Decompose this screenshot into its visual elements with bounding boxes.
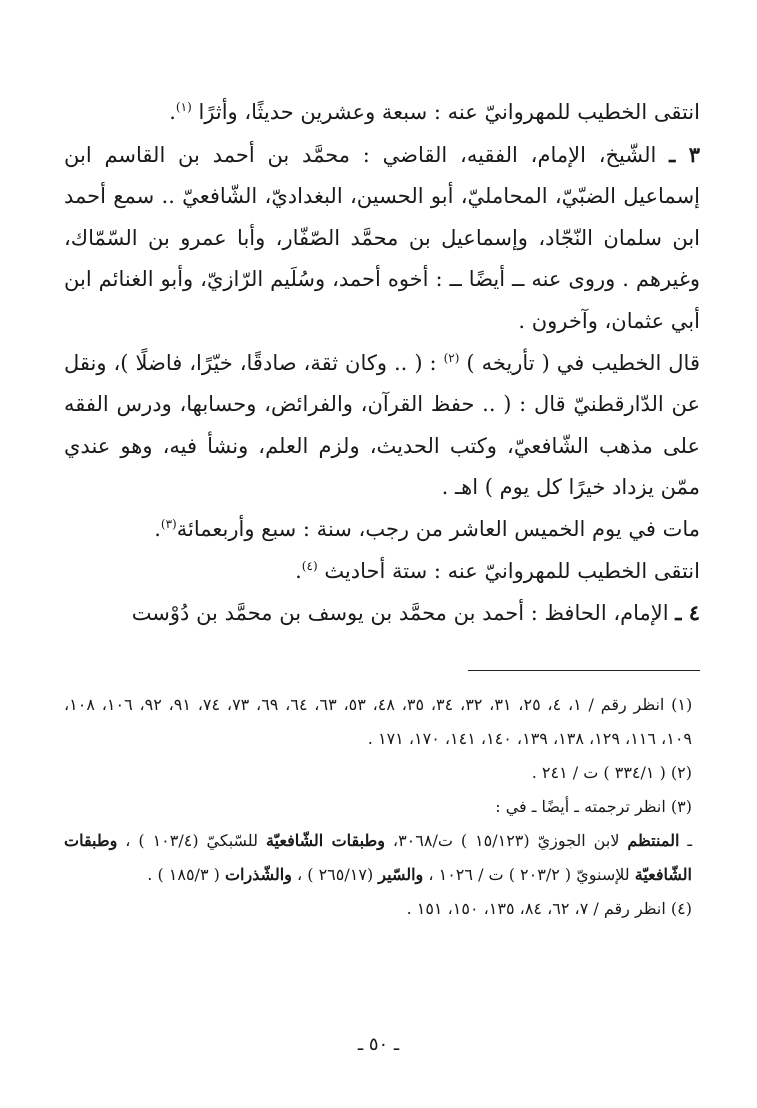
source-title-5: والشّذرات: [224, 865, 292, 884]
footnote-ref-4: (٤): [301, 558, 318, 573]
paragraph-1-text: انتقى الخطيب للمهروانيّ عنه : سبعة وعشرين حديثًا، وأثرًا: [198, 100, 700, 124]
footnote-ref-1: (١): [175, 100, 192, 114]
entry-3-text: الشّيخ، الإمام، الفقيه، القاضي : محمَّد بن أحمد بن القاسم ابن إسماعيل الضبّيّ، المحامليّ، أبو الحسين، البغداديّ، الشّافعيّ .. سمع أحمد ابن سلمان النّجّاد، وإسماعيل بن محمَّد الصّفّار، وأبا عمرو بن السّمّاك، وغيرهم . وروى عنه ــ أيضًا ــ : أخوه أحمد، وسُلَيم الرّازيّ، وأبو الغنائم ابن أبي عثمان، وآخرون .: [64, 142, 700, 333]
main-text: [64, 92, 700, 635]
footnote-ref-2: (٢): [443, 350, 460, 365]
source-title-2: وطبقات الشّافعيّة: [265, 831, 385, 850]
footnotes: [64, 688, 692, 926]
footnote-separator: [468, 670, 700, 671]
footnote-4: (٤) انظر رقم / ٧، ٦٢، ٨٤، ١٣٥، ١٥٠، ١٥١ .: [406, 899, 692, 918]
paragraph-4-text: مات في يوم الخميس العاشر من رجب، سنة : سبع وأربعمائة: [176, 516, 700, 541]
entry-3: [64, 134, 700, 343]
footnote-ref-3: (٣): [160, 516, 177, 531]
source-ref-4: (٢٦٥/١٧ ) ،: [297, 865, 374, 884]
footnote-3-dash: ـ: [687, 831, 693, 850]
paragraph-3-text-a: قال الخطيب في ( تأريخه ): [466, 350, 700, 375]
source-ref-5: ( ١٨٥/٣ ) .: [147, 865, 220, 884]
entry-4: [64, 592, 700, 635]
paragraph-5: [64, 551, 700, 593]
entry-4-text: الإمام، الحافظ : أحمد بن محمَّد بن يوسف بن محمَّد بن دُوْست: [131, 601, 669, 626]
footnote-3: (٣) انظر ترجمته ـ أيضًا ـ في :: [495, 797, 692, 816]
footnote-3-sources: [64, 824, 692, 892]
entry-4-number: ٤ ـ: [675, 600, 700, 626]
footnote-1: (١) انظر رقم / ١، ٤، ٢٥، ٣١، ٣٢، ٣٤، ٣٥، ٤٨، ٥٣، ٦٣، ٦٤، ٦٩، ٧٣، ٧٤، ٩١، ٩٢، ١٠٦، ١٠٨، ١٠٩، ١١٦، ١٢٩، ١٣٨، ١٣٩، ١٤٠، ١٤١، ١٧٠، ١٧١ .: [64, 695, 693, 748]
paragraph-4: [64, 509, 700, 551]
paragraph-5-end: .: [295, 558, 302, 583]
paragraph-3-text-b: : ( .. وكان ثقة، صادقًا، خيّرًا، فاضلًا )، ونقل عن الدّارقطنيّ قال : ( .. حفظ القرآن، والفرائض، وحسابها، ودرس الفقه على مذهب الشّافعيّ، وكتب الحديث، ولزم العلم، ونشأ فيه، وهو عندي ممّن يزداد خيرًا كل يوم ) اهـ .: [64, 350, 700, 500]
paragraph-1-end: .: [169, 100, 176, 124]
footnote-2: (٢) ( ٣٣٤/١ ) ت / ٢٤١ .: [531, 763, 692, 782]
page-number: ـ ٥٠ ـ: [357, 1034, 400, 1055]
paragraph-5-text: انتقى الخطيب للمهروانيّ عنه : ستة أحاديث: [324, 558, 700, 583]
paragraph-4-end: .: [154, 516, 161, 541]
paragraph-3: [64, 343, 700, 509]
entry-3-number: ٣ ـ: [669, 141, 700, 167]
source-ref-2: للسّبكيّ (١٠٣/٤ ) ،: [125, 831, 258, 850]
paragraph-1: [64, 92, 700, 134]
source-title-3: وطبقات الشّافعيّة: [64, 831, 692, 884]
source-ref-3: للإسنويّ ( ٢٠٣/٢ ) ت / ١٠٢٦ ،: [428, 865, 630, 884]
source-title-4: والسّير: [378, 865, 424, 884]
source-title-1: المنتظم: [627, 831, 680, 850]
source-ref-1: لابن الجوزيّ (١٥/١٢٣ ) ت/٣٠٦٨،: [392, 831, 620, 850]
